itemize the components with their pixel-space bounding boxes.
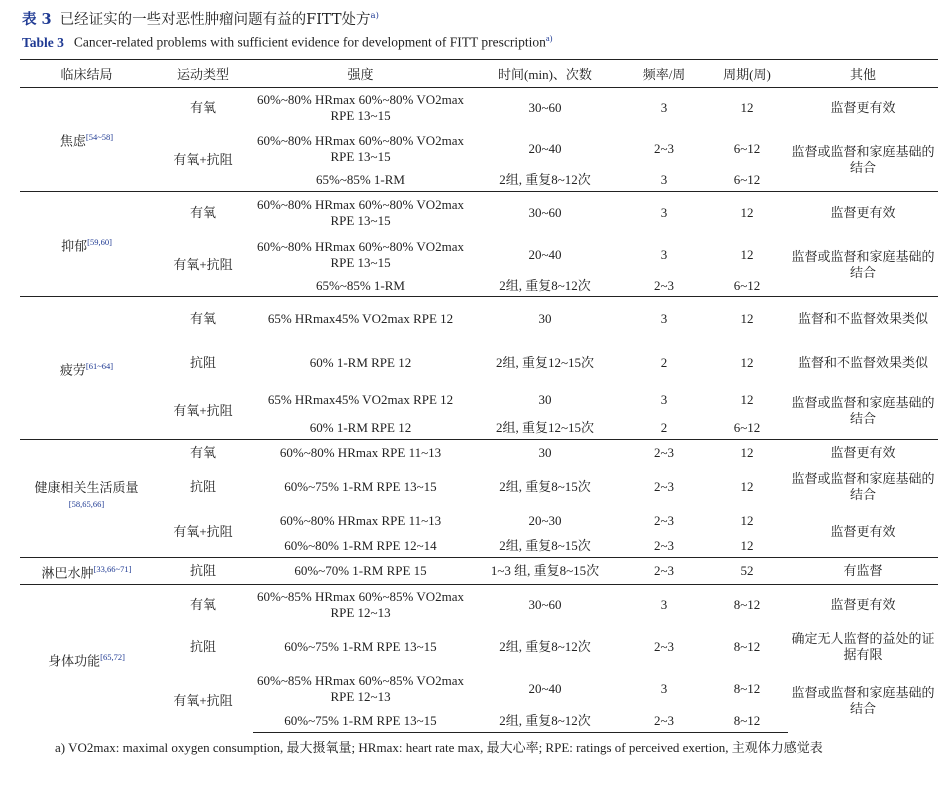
header-period: 周期(周) bbox=[706, 60, 788, 88]
cell-period: 8~12 bbox=[733, 681, 761, 696]
cell-intensity: 65% HRmax45% VO2max RPE 12 bbox=[253, 297, 468, 342]
cell-intensity: 60%~70% 1-RM RPE 15 bbox=[253, 558, 468, 585]
cell-period: 12 bbox=[740, 537, 754, 553]
cell-time: 30 bbox=[468, 440, 622, 467]
cell-intensity: 60%~75% 1-RM RPE 13~15 bbox=[284, 479, 437, 494]
cell-other: 监督和不监督效果类似 bbox=[788, 297, 938, 342]
table-row bbox=[20, 626, 938, 669]
outcome-label: 焦虑 bbox=[59, 133, 86, 149]
cell-period: 12 bbox=[740, 392, 754, 407]
cell-period: 12 bbox=[740, 479, 754, 494]
table-caption-en bbox=[22, 33, 862, 53]
table-row bbox=[20, 88, 938, 129]
cell-frequency: 2~3 bbox=[653, 141, 675, 156]
cell-time: 2组, 重复8~12次 bbox=[499, 639, 591, 654]
cell-time: 30~60 bbox=[468, 192, 622, 234]
cell-period: 6~12 bbox=[733, 141, 761, 156]
cell-exercise-type: 有氧 bbox=[153, 192, 253, 234]
cell-other: 确定无人监督的益处的证据有限 bbox=[791, 631, 935, 662]
header-type: 运动类型 bbox=[153, 60, 253, 88]
caption-footnote-marker: a) bbox=[370, 11, 379, 22]
cell-time: 20~40 bbox=[528, 681, 562, 696]
table-row bbox=[20, 508, 938, 535]
header-time: 时间(min)、次数 bbox=[468, 60, 622, 88]
cell-period: 6~12 bbox=[733, 277, 761, 293]
cell-frequency: 3 bbox=[622, 88, 706, 129]
outcome-label: 疲劳 bbox=[59, 362, 86, 378]
cell-outcome bbox=[20, 558, 153, 585]
cell-other: 监督更有效 bbox=[788, 88, 938, 129]
cell-exercise-type: 有氧+抗阻 bbox=[173, 524, 233, 540]
cell-intensity: 60%~80% HRmax 60%~80% VO2max RPE 13~15 bbox=[253, 88, 468, 129]
outcome-reference: [33,66~71] bbox=[93, 563, 132, 574]
cell-frequency: 2 bbox=[660, 354, 668, 370]
cell-other: 监督或监督和家庭基础的结合 bbox=[791, 395, 935, 427]
caption-footnote-marker-en: a) bbox=[545, 33, 553, 43]
outcome-reference: [54~58] bbox=[85, 132, 114, 143]
outcome-reference: [61~64] bbox=[85, 360, 114, 371]
table-row bbox=[20, 384, 938, 417]
table-row bbox=[20, 440, 938, 467]
cell-intensity: 60% 1-RM RPE 12 bbox=[309, 419, 412, 435]
cell-outcome bbox=[20, 440, 153, 558]
fitt-table bbox=[20, 59, 938, 733]
cell-time: 2组, 重复8~15次 bbox=[499, 479, 591, 494]
cell-time: 2组, 重复8~12次 bbox=[499, 172, 591, 188]
cell-intensity: 60% 1-RM RPE 12 bbox=[309, 354, 412, 370]
cell-other: 监督更有效 bbox=[788, 585, 938, 626]
cell-period: 12 bbox=[706, 440, 788, 467]
cell-intensity: 60%~80% HRmax 60%~80% VO2max RPE 13~15 bbox=[257, 133, 464, 164]
cell-intensity: 60%~85% HRmax 60%~85% VO2max RPE 12~13 bbox=[257, 673, 464, 704]
cell-period: 52 bbox=[706, 558, 788, 585]
cell-frequency: 3 bbox=[660, 246, 668, 262]
cell-period: 8~12 bbox=[706, 585, 788, 626]
cell-intensity: 60%~75% 1-RM RPE 13~15 bbox=[253, 710, 468, 733]
table-row bbox=[20, 342, 938, 384]
cell-exercise-type: 有氧 bbox=[153, 585, 253, 626]
cell-time: 20~40 bbox=[528, 246, 562, 262]
table-title-cn: 已经证实的一些对恶性肿瘤问题有益的FITT处方 bbox=[59, 12, 371, 28]
table-header-row bbox=[20, 60, 938, 88]
cell-intensity: 60%~75% 1-RM RPE 13~15 bbox=[284, 639, 437, 654]
cell-frequency: 2~3 bbox=[622, 710, 706, 733]
cell-time: 30~60 bbox=[468, 88, 622, 129]
cell-outcome bbox=[20, 297, 153, 440]
cell-period: 8~12 bbox=[733, 639, 761, 654]
table-label-cn: 表 3 bbox=[22, 11, 52, 28]
cell-frequency: 3 bbox=[660, 392, 668, 407]
cell-period: 12 bbox=[740, 513, 754, 528]
cell-frequency: 3 bbox=[660, 681, 668, 696]
table-row bbox=[20, 129, 938, 170]
cell-time: 2组, 重复12~15次 bbox=[495, 419, 595, 435]
cell-time: 20~40 bbox=[528, 141, 562, 156]
cell-frequency: 2~3 bbox=[653, 479, 675, 494]
cell-time: 30 bbox=[538, 392, 552, 407]
cell-frequency: 2~3 bbox=[653, 277, 675, 293]
cell-frequency: 3 bbox=[622, 585, 706, 626]
cell-frequency: 3 bbox=[660, 172, 668, 188]
outcome-label: 淋巴水肿 bbox=[41, 565, 94, 581]
cell-exercise-type: 抗阻 bbox=[189, 354, 216, 370]
outcome-reference: [65,72] bbox=[100, 651, 125, 662]
table-row bbox=[20, 192, 938, 234]
cell-outcome bbox=[20, 585, 153, 733]
cell-exercise-type: 抗阻 bbox=[189, 639, 216, 654]
cell-period: 8~12 bbox=[706, 710, 788, 733]
cell-period: 6~12 bbox=[733, 419, 761, 435]
table-row bbox=[20, 467, 938, 508]
cell-period: 12 bbox=[740, 246, 754, 262]
table-body bbox=[20, 88, 938, 733]
table-row bbox=[20, 297, 938, 342]
cell-other: 监督或监督和家庭基础的结合 bbox=[791, 248, 935, 280]
cell-period: 6~12 bbox=[733, 172, 761, 188]
header-frequency: 频率/周 bbox=[622, 60, 706, 88]
cell-other: 有监督 bbox=[788, 558, 938, 585]
cell-intensity: 60%~85% HRmax 60%~85% VO2max RPE 12~13 bbox=[253, 585, 468, 626]
cell-frequency: 2~3 bbox=[622, 440, 706, 467]
cell-intensity: 60%~80% HRmax 60%~80% VO2max RPE 13~15 bbox=[253, 192, 468, 234]
cell-period: 12 bbox=[706, 88, 788, 129]
cell-period: 12 bbox=[740, 354, 754, 370]
cell-exercise-type: 有氧+抗阻 bbox=[173, 151, 233, 167]
table-row bbox=[20, 558, 938, 585]
cell-frequency: 2~3 bbox=[622, 558, 706, 585]
cell-period: 12 bbox=[706, 297, 788, 342]
table-footnote: a) VO2max: maximal oxygen consumption, 最大摄氧量; HRmax: heart rate max, 最大心率; RPE: ratings of perceived exertion, 主观体力感觉表 bbox=[55, 740, 823, 755]
cell-intensity: 65%~85% 1-RM bbox=[315, 277, 405, 293]
header-intensity: 强度 bbox=[253, 60, 468, 88]
cell-time: 2组, 重复8~12次 bbox=[499, 277, 591, 293]
cell-outcome bbox=[20, 88, 153, 192]
cell-time: 2组, 重复12~15次 bbox=[495, 354, 595, 370]
cell-other: 监督更有效 bbox=[788, 192, 938, 234]
cell-other: 监督或监督和家庭基础的结合 bbox=[791, 143, 935, 175]
table-row bbox=[20, 669, 938, 710]
outcome-label: 健康相关生活质量 bbox=[34, 480, 139, 496]
cell-time: 1~3 组, 重复8~15次 bbox=[468, 558, 622, 585]
table-caption-cn bbox=[22, 8, 862, 30]
cell-other: 监督和不监督效果类似 bbox=[797, 354, 928, 370]
cell-other: 监督或监督和家庭基础的结合 bbox=[791, 684, 935, 716]
cell-intensity: 60%~80% HRmax RPE 11~13 bbox=[279, 513, 442, 528]
outcome-label: 抑郁 bbox=[61, 238, 88, 254]
cell-exercise-type: 抗阻 bbox=[189, 479, 216, 494]
outcome-reference: [58,65,66] bbox=[68, 499, 105, 510]
cell-time: 2组, 重复8~12次 bbox=[468, 710, 622, 733]
cell-frequency: 3 bbox=[622, 192, 706, 234]
cell-exercise-type: 有氧+抗阻 bbox=[173, 403, 233, 419]
cell-exercise-type: 有氧+抗阻 bbox=[173, 256, 233, 272]
cell-exercise-type: 有氧 bbox=[153, 88, 253, 129]
cell-exercise-type: 有氧+抗阻 bbox=[173, 692, 233, 708]
cell-intensity: 65% HRmax45% VO2max RPE 12 bbox=[267, 392, 454, 407]
cell-period: 12 bbox=[706, 192, 788, 234]
cell-frequency: 2~3 bbox=[653, 639, 675, 654]
cell-other: 监督更有效 bbox=[830, 524, 896, 540]
cell-intensity: 60%~80% HRmax 60%~80% VO2max RPE 13~15 bbox=[257, 238, 464, 270]
cell-outcome bbox=[20, 192, 153, 297]
cell-other: 监督更有效 bbox=[788, 440, 938, 467]
cell-frequency: 2~3 bbox=[653, 537, 675, 553]
cell-time: 30 bbox=[468, 297, 622, 342]
cell-frequency: 2 bbox=[660, 419, 668, 435]
cell-time: 2组, 重复8~15次 bbox=[499, 537, 591, 553]
cell-exercise-type: 抗阻 bbox=[153, 558, 253, 585]
table-label-en: Table 3 bbox=[22, 34, 64, 50]
table-row bbox=[20, 234, 938, 276]
cell-time: 30~60 bbox=[468, 585, 622, 626]
outcome-reference: [59,60] bbox=[87, 236, 112, 247]
cell-time: 20~30 bbox=[528, 513, 562, 528]
cell-intensity: 65%~85% 1-RM bbox=[315, 172, 405, 188]
cell-exercise-type: 有氧 bbox=[153, 440, 253, 467]
table-title-en: Cancer-related problems with sufficient evidence for development of FITT prescription bbox=[73, 34, 546, 50]
cell-frequency: 3 bbox=[622, 297, 706, 342]
cell-exercise-type: 有氧 bbox=[153, 297, 253, 342]
cell-intensity: 60%~80% 1-RM RPE 12~14 bbox=[284, 537, 437, 553]
cell-intensity: 60%~80% HRmax RPE 11~13 bbox=[253, 440, 468, 467]
cell-frequency: 2~3 bbox=[653, 513, 675, 528]
header-outcome: 临床结局 bbox=[20, 60, 153, 88]
table-row bbox=[20, 585, 938, 626]
outcome-label: 身体功能 bbox=[48, 652, 101, 668]
cell-other: 监督或监督和家庭基础的结合 bbox=[791, 471, 935, 502]
header-other: 其他 bbox=[788, 60, 938, 88]
